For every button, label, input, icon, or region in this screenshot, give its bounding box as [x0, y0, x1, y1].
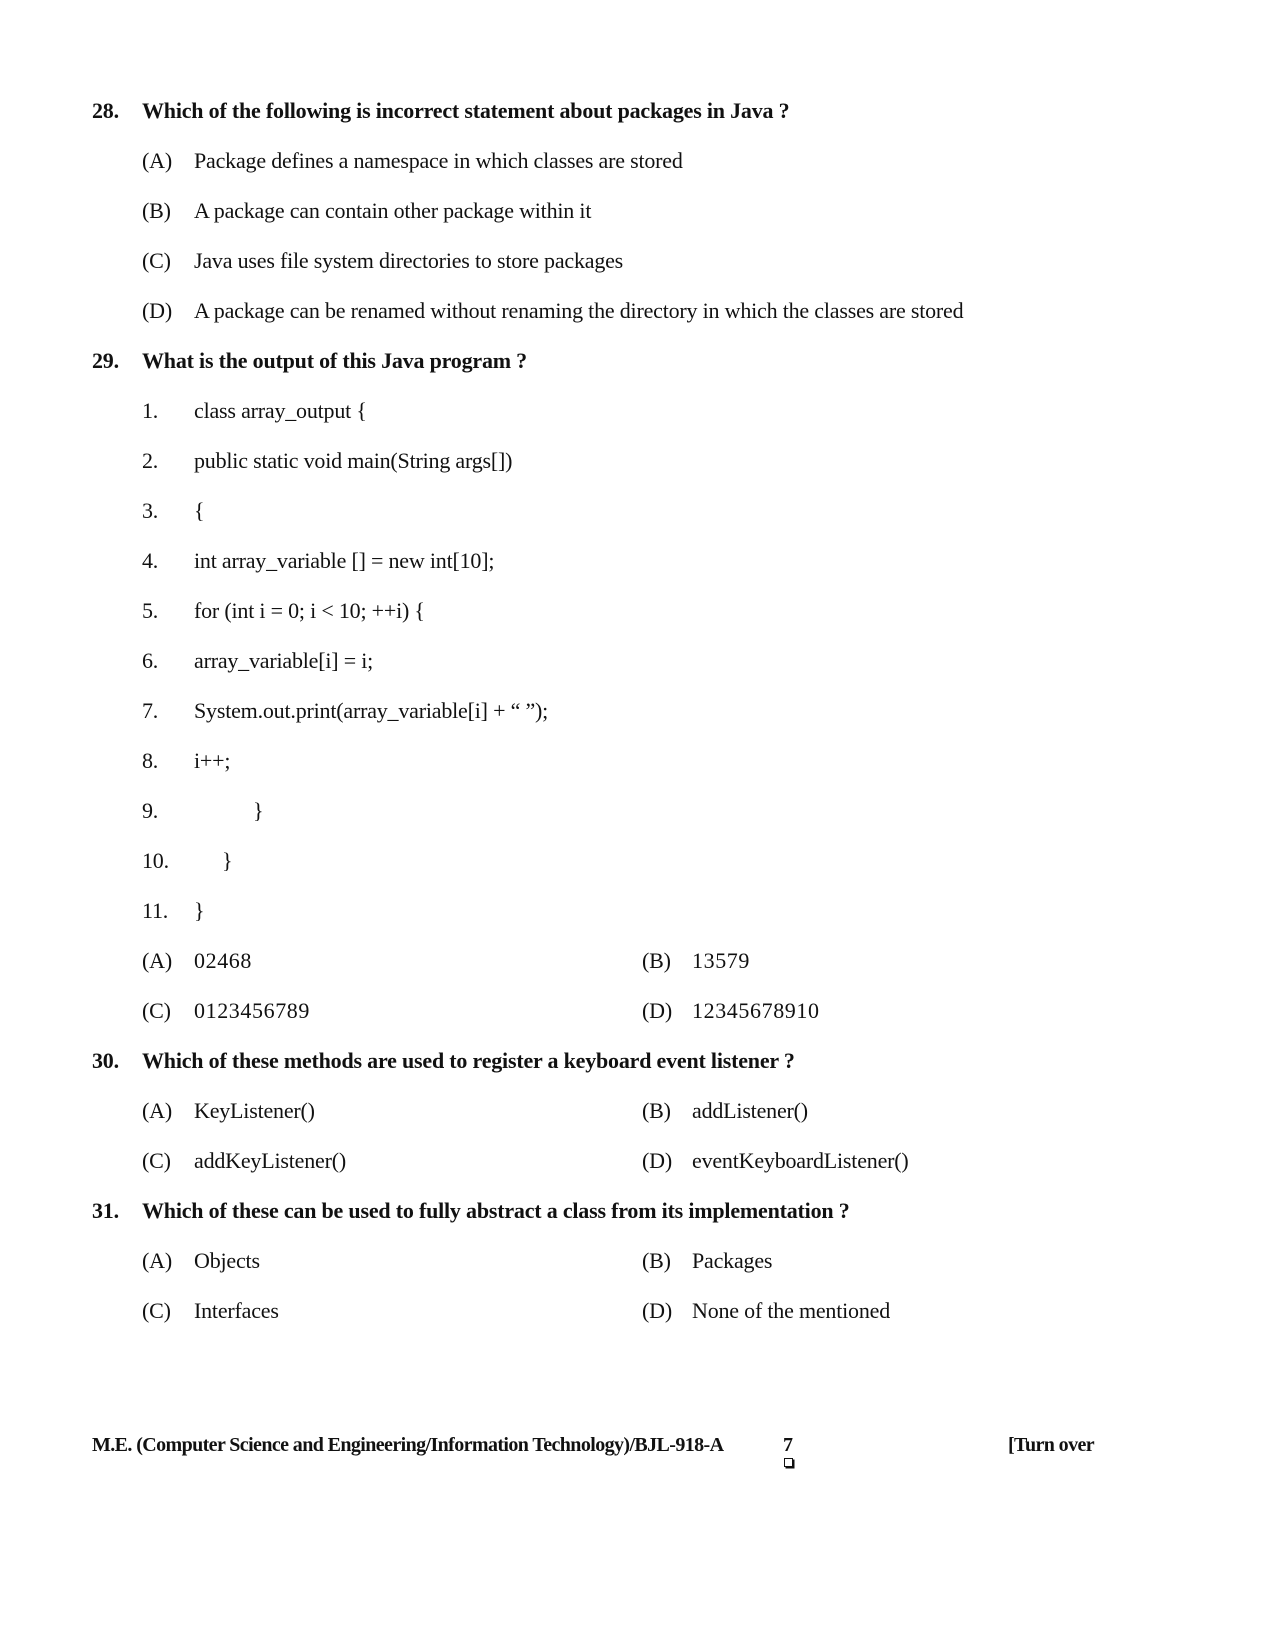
option-label: (A) [142, 1248, 172, 1273]
option-text: Java uses file system directories to store packages [194, 248, 624, 273]
option-label: (D) [642, 1298, 672, 1323]
option-label: (C) [142, 248, 171, 273]
code-line-text: } [222, 848, 233, 873]
code-line-text: System.out.print(array_variable[i] + “ ”); [194, 698, 549, 723]
option-label: (C) [142, 1298, 171, 1323]
option-text: addKeyListener() [194, 1148, 346, 1173]
question-number: 30. [92, 1048, 119, 1073]
footer-box-mark-icon [784, 1458, 793, 1467]
code-line-text: class array_output { [194, 398, 367, 423]
code-line-text: public static void main(String args[]) [194, 448, 513, 473]
code-line-number: 6. [142, 648, 159, 673]
code-line-number: 4. [142, 548, 159, 573]
option-label: (B) [642, 1248, 671, 1273]
option-text: KeyListener() [194, 1098, 315, 1123]
code-line-text: for (int i = 0; i < 10; ++i) { [194, 598, 425, 623]
option-text: 12345678910 [692, 998, 820, 1023]
question-number: 29. [92, 348, 119, 373]
question-30-options-row-2 [0, 1144, 1100, 1178]
question-number: 31. [92, 1198, 119, 1223]
code-line-number: 2. [142, 448, 159, 473]
footer-turn-over: [Turn over [1008, 1434, 1095, 1456]
question-31-options-row-2 [0, 1294, 1100, 1328]
option-label: (A) [142, 148, 172, 173]
code-line-number: 8. [142, 748, 159, 773]
code-line-number: 9. [142, 798, 159, 823]
option-text: A package can be renamed without renaming the directory in which the classes are stored [194, 298, 964, 323]
code-line-text: { [194, 498, 205, 523]
code-line-text: array_variable[i] = i; [194, 648, 374, 673]
option-label: (D) [642, 1148, 672, 1173]
code-line-number: 10. [142, 848, 169, 873]
code-line-number: 7. [142, 698, 159, 723]
option-text: None of the mentioned [692, 1298, 891, 1323]
code-line-number: 5. [142, 598, 159, 623]
option-label: (A) [142, 1098, 172, 1123]
question-number: 28. [92, 98, 119, 123]
option-text: Packages [692, 1248, 773, 1273]
code-line-text: i++; [194, 748, 231, 773]
option-text: addListener() [692, 1098, 808, 1123]
option-text: eventKeyboardListener() [692, 1148, 909, 1173]
option-label: (B) [642, 1098, 671, 1123]
option-text: Objects [194, 1248, 260, 1273]
option-text: 13579 [692, 948, 750, 973]
option-label: (A) [142, 948, 172, 973]
question-text: Which of the following is incorrect statement about packages in Java ? [142, 98, 790, 123]
page-footer [0, 1430, 1180, 1460]
footer-course-code: M.E. (Computer Science and Engineering/Information Technology)/BJL-918-A [92, 1434, 724, 1456]
option-label: (D) [142, 298, 172, 323]
option-text: 0123456789 [194, 998, 310, 1023]
code-line-number: 11. [142, 898, 169, 923]
question-text: Which of these can be used to fully abstract a class from its implementation ? [142, 1198, 850, 1223]
code-line-text: } [253, 798, 264, 823]
code-line-text: int array_variable [] = new int[10]; [194, 548, 495, 573]
question-text: Which of these methods are used to register a keyboard event listener ? [142, 1048, 795, 1073]
option-label: (C) [142, 1148, 171, 1173]
option-label: (B) [642, 948, 671, 973]
question-31-options-row-1 [0, 1244, 1100, 1278]
option-text: 02468 [194, 948, 252, 973]
option-text: A package can contain other package within it [194, 198, 592, 223]
code-line-text: } [194, 898, 205, 923]
footer-page-number: 7 [783, 1434, 793, 1456]
question-29-options-row-2 [0, 994, 1100, 1028]
option-label: (D) [642, 998, 672, 1023]
option-label: (B) [142, 198, 171, 223]
option-text: Package defines a namespace in which classes are stored [194, 148, 683, 173]
question-29-options-row-1 [0, 944, 1100, 978]
question-30-options-row-1 [0, 1094, 1100, 1128]
code-line-number: 1. [142, 398, 159, 423]
option-text: Interfaces [194, 1298, 279, 1323]
code-line-number: 3. [142, 498, 159, 523]
question-text: What is the output of this Java program ? [142, 348, 527, 373]
option-label: (C) [142, 998, 171, 1023]
